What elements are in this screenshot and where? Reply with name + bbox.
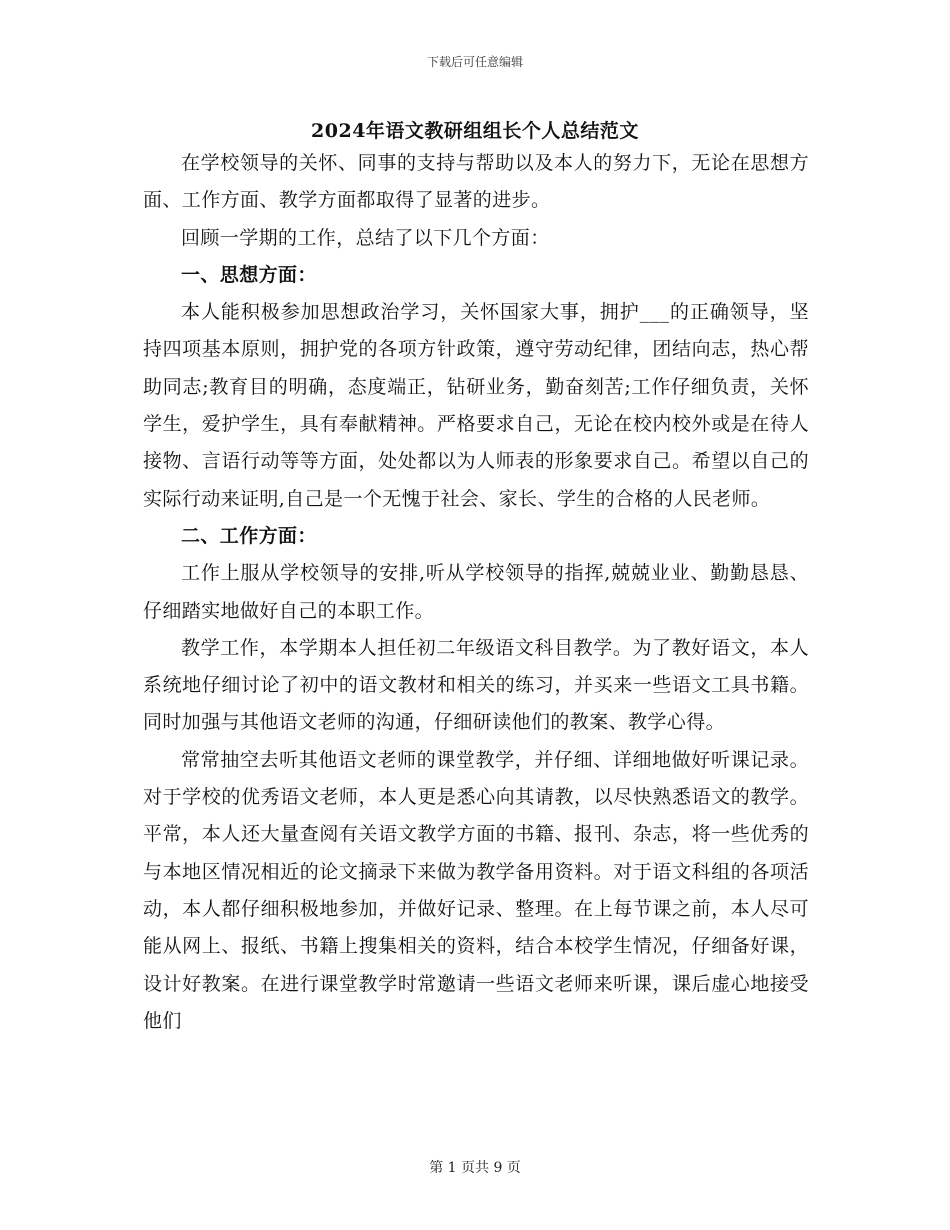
paragraph-intro: 在学校领导的关怀、同事的支持与帮助以及本人的努力下，无论在思想方面、工作方面、教学方面都取得了显著的进步。 bbox=[143, 152, 809, 212]
document-body bbox=[143, 145, 809, 1040]
paragraph-work: 工作上服从学校领导的安排,听从学校领导的指挥,兢兢业业、勤勤恳恳、仔细踏实地做好自己的本职工作。 bbox=[143, 562, 809, 622]
paragraph-observation: 常常抽空去听其他语文老师的课堂教学，并仔细、详细地做好听课记录。对于学校的优秀语文老师，本人更是悉心向其请教，以尽快熟悉语文的教学。平常，本人还大量查阅有关语文教学方面的书籍、报刊、杂志，将一些优秀的与本地区情况相近的论文摘录下来做为教学备用资料。对于语文科组的各项活动，本人都仔细积极地参加，并做好记录、整理。在上每节课之前，本人尽可能从网上、报纸、书籍上搜集相关的资料，结合本校学生情况，仔细备好课，设计好教案。在进行课堂教学时常邀请一些语文老师来听课，课后虚心地接受他们 bbox=[143, 748, 809, 1032]
paragraph-thought: 本人能积极参加思想政治学习，关怀国家大事，拥护___的正确领导，坚持四项基本原则，拥护党的各项方针政策，遵守劳动纪律，团结向志，热心帮助同志;教育目的明确，态度端正，钻研业务，勤奋刻苦;工作仔细负责，关怀学生，爱护学生，具有奉献精神。严格要求自己，无论在校内校外或是在待人接物、言语行动等等方面，处处都以为人师表的形象要求自己。希望以自己的实际行动来证明,自己是一个无愧于社会、家长、学生的合格的人民老师。 bbox=[143, 301, 809, 510]
paragraph-teaching: 教学工作，本学期本人担任初二年级语文科目教学。为了教好语文，本人系统地仔细讨论了初中的语文教材和相关的练习，并买来一些语文工具书籍。同时加强与其他语文老师的沟通，仔细研读他们的教案、教学心得。 bbox=[143, 636, 809, 734]
section-heading-thought: 一、思想方面： bbox=[181, 263, 317, 286]
page-number: 第 1 页共 9 页 bbox=[429, 1160, 521, 1176]
paragraph-review: 回顾一学期的工作，总结了以下几个方面： bbox=[181, 226, 550, 249]
document-title: 2024年语文教研组组长个人总结范文 bbox=[311, 120, 639, 142]
section-heading-work: 二、工作方面： bbox=[181, 524, 317, 547]
page-header-note: 下载后可任意编辑 bbox=[426, 55, 523, 69]
